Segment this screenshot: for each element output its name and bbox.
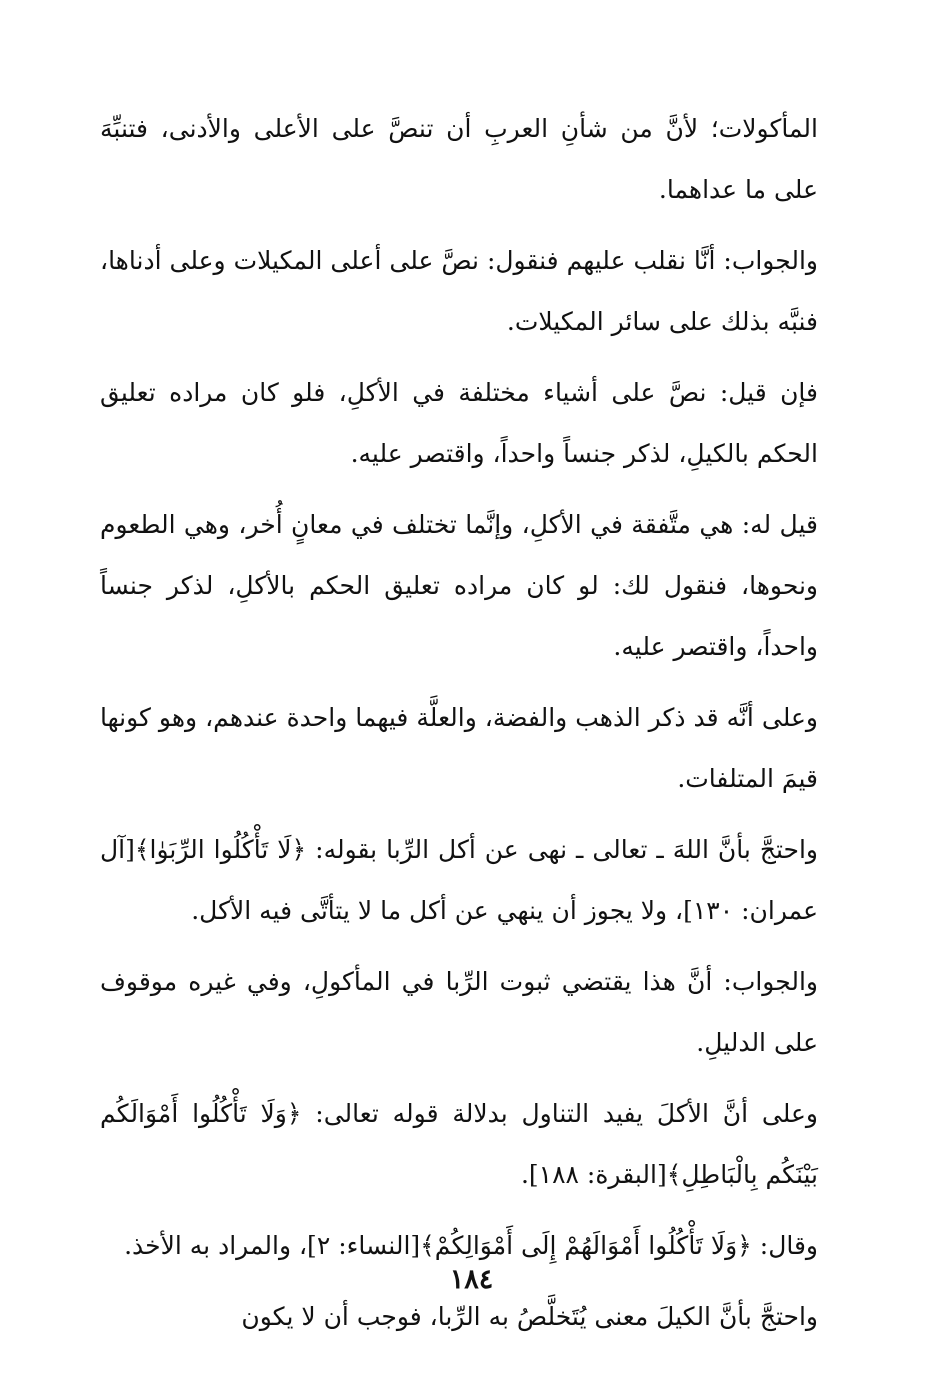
paragraph-10: واحتجَّ بأنَّ الكيلَ معنى يُتَخلَّصُ به الرِّبا، فوجب أن لا يكون: [241, 1302, 818, 1331]
paragraph-6: واحتجَّ بأنَّ اللهَ ـ تعالى ـ نهى عن أكل الرِّبا بقوله: ﴿لَا تَأْكُلُوا الرِّبَوٰا﴾[آل عمران: ١٣٠]، ولا يجوز أن ينهي عن أكل ما لا يتأتَّى فيه الأكل.: [100, 835, 818, 925]
paragraph-1: المأكولات؛ لأنَّ من شأنِ العربِ أن تنصَّ على الأعلى والأدنى، فتنبِّهَ على ما عداهما.: [100, 114, 818, 204]
paragraph-3: فإن قيل: نصَّ على أشياء مختلفة في الأكلِ، فلو كان مراده تعليق الحكم بالكيلِ، لذكر جنساً واحداً، واقتصر عليه.: [100, 378, 818, 468]
page-number: ١٨٤: [449, 1264, 494, 1295]
paragraph-2: والجواب: أنَّا نقلب عليهم فنقول: نصَّ على أعلى المكيلات وعلى أدناها، فنبَّه بذلك على سائر المكيلات.: [100, 246, 818, 336]
paragraph-9: وقال: ﴿وَلَا تَأْكُلُوا أَمْوَالَهُمْ إِلَى أَمْوَالِكُمْ﴾[النساء: ٢]، والمراد به الأخذ.: [124, 1231, 818, 1260]
page-body: [100, 98, 818, 1357]
paragraph-5: وعلى أنَّه قد ذكر الذهب والفضة، والعلَّة فيهما واحدة عندهم، وهو كونها قيمَ المتلفات.: [100, 703, 818, 793]
paragraph-7: والجواب: أنَّ هذا يقتضي ثبوت الرِّبا في المأكولِ، وفي غيره موقوف على الدليلِ.: [100, 967, 818, 1057]
paragraph-8: وعلى أنَّ الأكلَ يفيد التناول بدلالة قوله تعالى: ﴿وَلَا تَأْكُلُوا أَمْوَالَكُم بَيْنَكُم بِالْبَاطِلِ﴾[البقرة: ١٨٨].: [100, 1099, 818, 1189]
paragraph-4: قيل له: هي متَّفقة في الأكلِ، وإنَّما تختلف في معانٍ أُخر، وهي الطعوم ونحوها، فنقول لك: لو كان مراده تعليق الحكم بالأكلِ، لذكر جنساً واحداً، واقتصر عليه.: [100, 510, 818, 661]
